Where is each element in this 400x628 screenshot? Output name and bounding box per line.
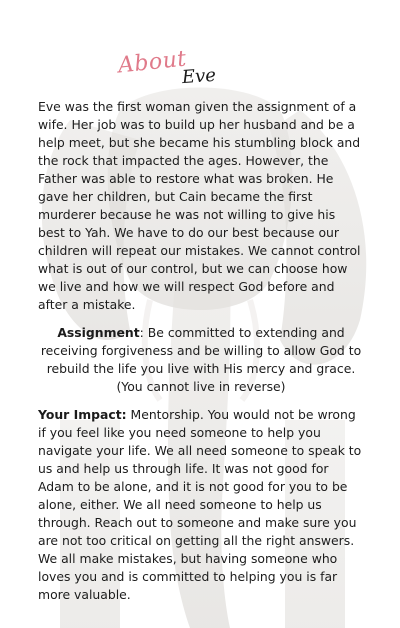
story-paragraph: Eve was the first woman given the assignment of a wife. Her job was to build up her husband and be a help meet, but she became his stumbling block and the rock that impacted the ages. However, the Father was able to restore what was broken. He gave her children, but Cain became the first murderer because he was not willing to give his best to Yah. We have to do our best because our children will repeat our mistakes. We cannot control what is out of our control, but we can choose how we live and how we will respect God before and after a mistake. [38,99,361,312]
body-content [38,98,364,614]
subject-name: Eve [181,64,217,89]
impact-paragraph [38,406,364,604]
assignment-paragraph [38,324,364,396]
impact-text: Mentorship. You would not be wrong if you feel like you need someone to help you navigate your life. We all need someone to speak to us and help us through life. It was not good for Adam to be alone, and it is not good for you to be alone, either. We all need someone to help us through. Reach out to someone and make sure you are not too critical on getting all the right answers. We all make mistakes, but having someone who loves you and is committed to helping you is far more valuable. [38,407,362,602]
assignment-text: : Be committed to extending and receiving forgiveness and be willing to allow God to rebuild the life you live with His mercy and grace. (You cannot live in reverse) [40,325,362,394]
impact-label: Your Impact: [38,407,127,422]
about-title: About [116,46,188,79]
page-header [0,44,400,94]
assignment-label: Assignment [57,325,140,340]
